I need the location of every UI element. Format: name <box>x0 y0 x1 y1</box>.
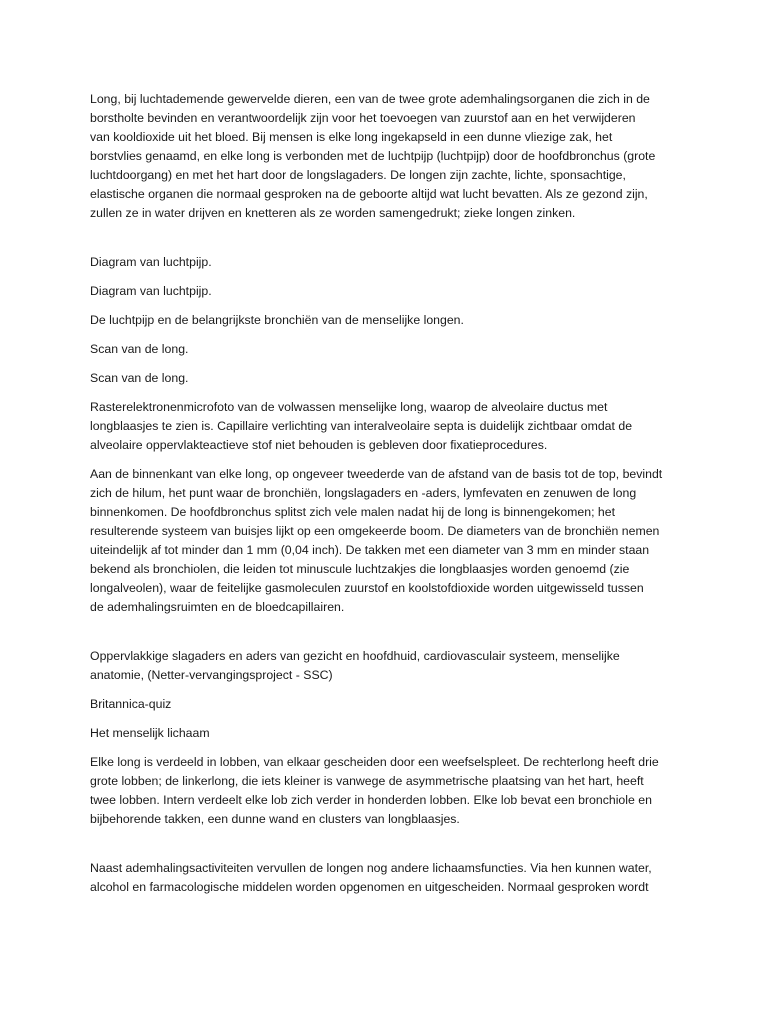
text-line: bijbehorende takken, een dunne wand en clusters van longblaasjes. <box>90 812 460 826</box>
text-line: van kooldioxide uit het bloed. Bij mensen is elke long ingekapseld in een dunne vliezige zak, het <box>90 130 613 144</box>
text-line: Oppervlakkige slagaders en aders van gezicht en hoofdhuid, cardiovasculair systeem, menselijke <box>90 649 620 663</box>
caption-trachea-diagram-alt <box>90 282 680 301</box>
text-line: Diagram van luchtpijp. <box>90 255 212 269</box>
section-gap <box>90 839 680 859</box>
caption-lung-scan-alt <box>90 369 680 388</box>
text-line: Rasterelektronenmicrofoto van de volwassen menselijke long, waarop de alveolaire ductus met <box>90 400 608 414</box>
caption-trachea-bronchi <box>90 311 680 330</box>
text-line: borstholte bevinden en verantwoordelijk zijn voor het toevoegen van zuurstof aan en het verwijderen <box>90 111 636 125</box>
text-line: alcohol en farmacologische middelen worden opgenomen en uitgescheiden. Normaal gesproken wordt <box>90 880 649 894</box>
text-line: bekend als bronchiolen, die leiden tot minuscule luchtzakjes die longblaasjes worden genoemd (zie <box>90 562 630 576</box>
text-line: Het menselijk lichaam <box>90 726 210 740</box>
text-line: zullen ze in water drijven en knetteren als ze worden samengedrukt; zieke longen zinken. <box>90 206 576 220</box>
paragraph-intro <box>90 90 680 223</box>
text-line: grote lobben; de linkerlong, die iets kleiner is vanwege de asymmetrische plaatsing van het hart, heeft <box>90 774 644 788</box>
paragraph-lobes <box>90 753 680 829</box>
text-line: longblaasjes te zien is. Capillaire verlichting van interalveolaire septa is duidelijk zichtbaar omdat de <box>90 419 633 433</box>
text-line: resulterende systeem van buisjes lijkt op een omgekeerde boom. De diameters van de bronchiën nemen <box>90 524 660 538</box>
section-gap <box>90 627 680 647</box>
text-line: longalveolen), waar de feitelijke gasmoleculen zuurstof en koolstofdioxide worden uitgewisseld tussen <box>90 581 644 595</box>
quiz-label <box>90 695 680 714</box>
caption-lung-scan <box>90 340 680 359</box>
text-line: Britannica-quiz <box>90 697 172 711</box>
text-line: twee lobben. Intern verdeelt elke lob zich verder in honderden lobben. Elke lob bevat een bronchiole en <box>90 793 652 807</box>
text-line: elastische organen die normaal gesproken na de geboorte altijd wat lucht bevatten. Als ze gezond zijn, <box>90 187 648 201</box>
text-line: Aan de binnenkant van elke long, op ongeveer tweederde van de afstand van de basis tot de top, bevindt <box>90 467 663 481</box>
text-line: Long, bij luchtademende gewervelde dieren, een van de twee grote ademhalingsorganen die zich in de <box>90 92 650 106</box>
paragraph-functions <box>90 859 680 897</box>
document-body <box>90 90 680 907</box>
text-line: De luchtpijp en de belangrijkste bronchiën van de menselijke longen. <box>90 313 464 327</box>
text-line: borstvlies genaamd, en elke long is verbonden met de luchtpijp (luchtpijp) door de hoofdbronchus (grote <box>90 149 656 163</box>
paragraph-hilum <box>90 465 680 617</box>
quiz-title <box>90 724 680 743</box>
section-gap <box>90 233 680 253</box>
caption-trachea-diagram <box>90 253 680 272</box>
text-line: binnenkomen. De hoofdbronchus splitst zich vele malen nadat hij de long is binnengekomen; het <box>90 505 616 519</box>
text-line: Scan van de long. <box>90 371 189 385</box>
text-line: uiteindelijk af tot minder dan 1 mm (0,04 inch). De takken met een diameter van 3 mm en minder staan <box>90 543 650 557</box>
text-line: luchtdoorgang) en met het hart door de longslagaders. De longen zijn zachte, lichte, sponsachtige, <box>90 168 626 182</box>
caption-arteries <box>90 647 680 685</box>
text-line: Elke long is verdeeld in lobben, van elkaar gescheiden door een weefselspleet. De rechterlong heeft drie <box>90 755 659 769</box>
text-line: Diagram van luchtpijp. <box>90 284 212 298</box>
text-line: anatomie, (Netter-vervangingsproject - SSC) <box>90 668 333 682</box>
text-line: Naast ademhalingsactiviteiten vervullen de longen nog andere lichaamsfuncties. Via hen kunnen water, <box>90 861 652 875</box>
text-line: Scan van de long. <box>90 342 189 356</box>
text-line: de ademhalingsruimten en de bloedcapillairen. <box>90 600 345 614</box>
text-line: zich de hilum, het punt waar de bronchiën, longslagaders en -aders, lymfevaten en zenuwen de long <box>90 486 637 500</box>
caption-micrograph <box>90 398 680 455</box>
text-line: alveolaire oppervlakteactieve stof niet behouden is gebleven door fixatieprocedures. <box>90 438 548 452</box>
